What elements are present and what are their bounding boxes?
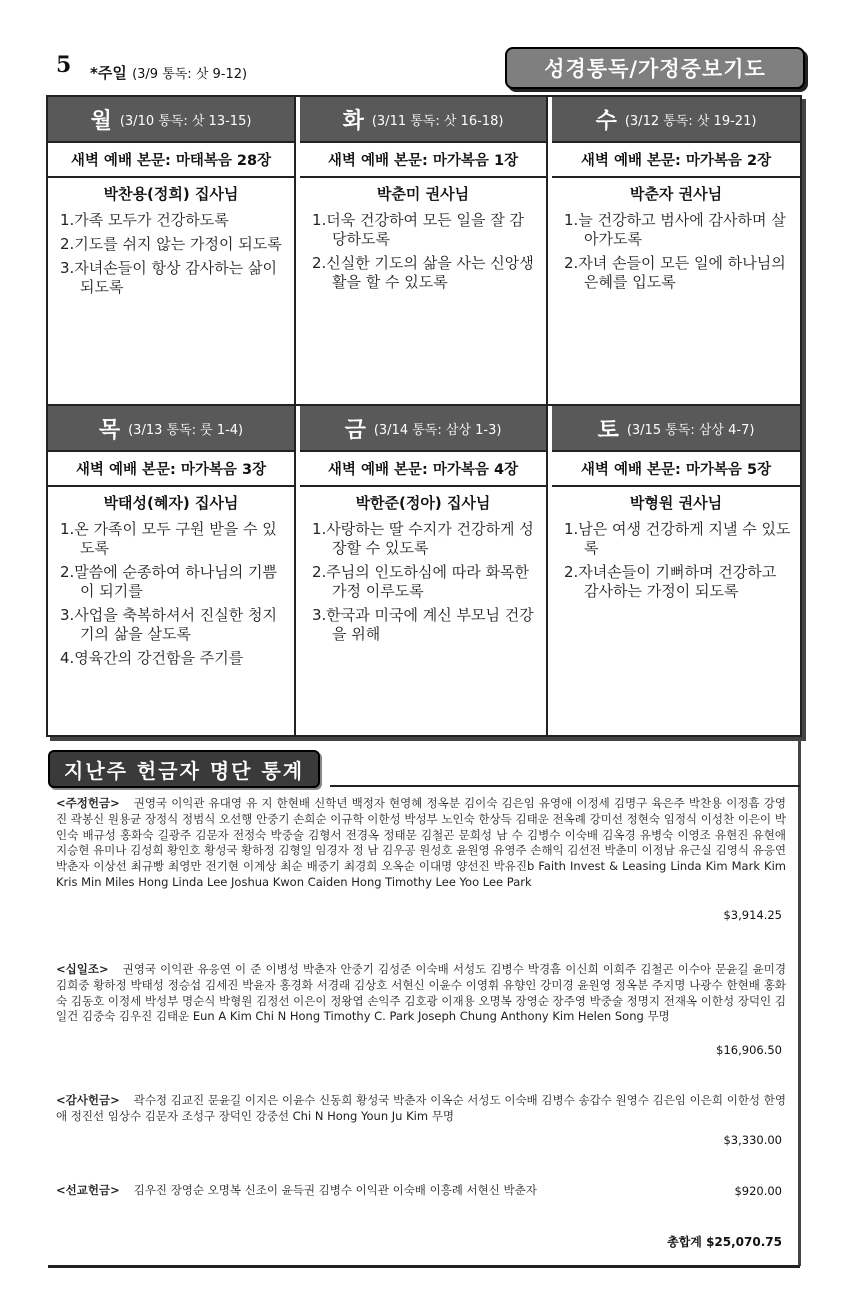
day-header (48, 406, 294, 452)
offering-names: 권영국 이익관 유대영 유 지 한현배 신학년 백정자 현영혜 정옥분 김이숙 김은임 유영애 이정세 김명구 육은주 박찬용 이정흠 강영진 곽봉신 원용균 장정식 정범식 오선행 안중기 손희순 이규학 이한성 박성부 노인숙 한상득 김태운 전옥례 강미선 정현숙 임정식 이성찬 이은이 박인숙 배규성 홍화숙 길광주 김문자 전정숙 박중술 김형서 전경옥 정태문 김철곤 문희성 남 수 김병수 이숙배 김옥경 유병숙 이영조 유현진 유현애 지승현 유미나 김성희 황인호 황성국 황하정 김형일 임경자 정 남 김우공 원성호 윤원영 유영주 손해익 김선전 박춘미 이정남 유근실 김영식 유응연 박춘자 이상선 최규빵 최영만 전기현 이계상 최순 배중기 최경희 오옥순 이대명 양선진 박유진b Faith Invest & Leasing Linda Kim Mark Kim Kris Min Miles Hong Linda Lee Joshua Kwon Caiden Hong Timothy Lee Yoo Lee Park (56, 796, 786, 889)
offering-total: 총합계 $25,070.75 (667, 1235, 782, 1249)
prayer-grid (46, 95, 802, 737)
prayer-person: 박춘미 권사님 (376, 185, 470, 203)
day-header (300, 406, 546, 452)
prayer-item: 1.온 가족이 모두 구원 받을 수 있도록 (60, 520, 277, 557)
prayer-list (552, 520, 800, 601)
prayer-item: 4.영육간의 강건함을 주기를 (60, 649, 244, 667)
offering-block-mission (56, 1183, 656, 1199)
prayer-item: 2.주님의 인도하심에 따라 화목한 가정 이루도록 (312, 563, 529, 600)
offering-amount: $3,330.00 (723, 1133, 782, 1147)
prayer-list (300, 520, 546, 644)
day-reading: (3/15 통독: 삼상 4-7) (626, 422, 755, 438)
offering-block-tithe (56, 962, 786, 1025)
prayer-list (552, 211, 800, 292)
day-name: 월 (90, 108, 112, 134)
prayer-list (48, 520, 294, 668)
day-cell-mon (48, 97, 296, 404)
sermon-text: 새벽 예배 본문: 마가복음 1장 (300, 143, 546, 178)
offering-amount: $920.00 (734, 1184, 782, 1198)
sunday-label: *주일 (90, 64, 127, 82)
prayer-list (48, 211, 294, 297)
day-reading: (3/11 통독: 삿 16-18) (371, 113, 504, 129)
prayer-item: 2.자녀 손들이 모든 일에 하나님의 은혜를 입도록 (564, 254, 786, 291)
prayer-person: 박한준(정아) 집사님 (355, 494, 491, 512)
offering-names: 김우진 장영순 오명복 신조이 윤득권 김병수 이익관 이숙배 이흥례 서현신 박춘자 (133, 1183, 537, 1197)
prayer-item: 1.더욱 건강하여 모든 일을 잘 감당하도록 (312, 211, 525, 248)
prayer-item: 2.자녀손들이 기뻐하며 건강하고 감사하는 가정이 되도록 (564, 563, 777, 600)
prayer-item: 3.한국과 미국에 계신 부모님 건강을 위해 (312, 606, 534, 643)
offering-amount: $3,914.25 (723, 908, 782, 922)
prayer-list (300, 211, 546, 292)
day-reading: (3/12 통독: 삿 19-21) (624, 113, 757, 129)
prayer-item: 1.남은 여생 건강하게 지낼 수 있도록 (564, 520, 791, 557)
sermon-text: 새벽 예배 본문: 마태복음 28장 (48, 143, 294, 178)
page-number: 5 (56, 52, 72, 78)
prayer-item: 2.기도를 쉬지 않는 가정이 되도록 (60, 235, 282, 253)
header-title: 성경통독/가정중보기도 (505, 47, 805, 89)
day-name: 목 (98, 417, 121, 443)
day-header (552, 406, 800, 452)
day-header (552, 97, 800, 143)
prayer-item: 1.늘 건강하고 범사에 감사하며 살아가도록 (564, 211, 786, 248)
prayer-item: 3.자녀손들이 항상 감사하는 삶이 되도록 (60, 259, 277, 296)
offering-amount: $16,906.50 (716, 1043, 782, 1057)
prayer-person: 박춘자 권사님 (629, 185, 723, 203)
sermon-text: 새벽 예배 본문: 마가복음 2장 (552, 143, 800, 178)
day-cell-thu (48, 406, 296, 735)
day-name: 수 (595, 108, 617, 134)
offering-category: <감사헌금> (56, 1093, 120, 1107)
offering-block-tithe-weekly (56, 796, 786, 891)
prayer-item: 1.사랑하는 딸 수지가 건강하게 성장할 수 있도록 (312, 520, 534, 557)
sunday-reading (90, 62, 247, 83)
prayer-person: 박형원 권사님 (629, 494, 723, 512)
bottom-divider (48, 1265, 800, 1268)
day-header (300, 97, 546, 143)
day-reading: (3/10 통독: 삿 13-15) (119, 113, 252, 129)
day-cell-wed (552, 97, 800, 404)
offering-names: 곽수정 김교진 문윤길 이지은 이윤수 신동희 황성국 박춘자 이옥순 서성도 이숙배 김병수 송갑수 원영수 김은임 이은희 이한성 한영애 정진선 임상수 김문자 조성구 장덕인 강중선 Chi N Hong Youn Ju Kim 무명 (56, 1093, 786, 1123)
day-name: 화 (342, 108, 364, 134)
offering-category: <선교헌금> (56, 1183, 120, 1197)
day-reading: (3/14 통독: 삼상 1-3) (373, 422, 502, 438)
day-cell-tue (300, 97, 548, 404)
sermon-text: 새벽 예배 본문: 마가복음 3장 (48, 452, 294, 487)
sermon-text: 새벽 예배 본문: 마가복음 4장 (300, 452, 546, 487)
prayer-item: 2.신실한 기도의 삶을 사는 신앙생활을 할 수 있도록 (312, 254, 534, 291)
section-divider (330, 785, 800, 787)
prayer-item: 2.말씀에 순종하여 하나님의 기쁨이 되기를 (60, 563, 277, 600)
day-name: 토 (597, 417, 619, 443)
day-cell-sat (552, 406, 800, 735)
prayer-person: 박찬용(정희) 집사님 (103, 185, 239, 203)
prayer-person: 박태성(혜자) 집사님 (103, 494, 239, 512)
prayer-item: 3.사업을 축복하셔서 진실한 청지기의 삶을 살도록 (60, 606, 277, 643)
offering-section-title: 지난주 헌금자 명단 통계 (48, 750, 320, 788)
day-cell-fri (300, 406, 548, 735)
prayer-item: 1.가족 모두가 건강하도록 (60, 211, 229, 229)
day-reading: (3/13 통독: 룻 1-4) (128, 422, 244, 438)
offering-category: <십일조> (56, 962, 109, 976)
offering-names: 권영국 이익관 유응연 이 준 이병성 박춘자 안중기 김성준 이숙배 서성도 김병수 박경흠 이신희 이희주 김철곤 이수아 문윤길 윤미경 김희중 황하정 박태성 정승섭 김세진 박윤자 홍경화 서경래 김상호 서현신 이윤수 이영휘 유향인 강미경 윤원영 정옥분 주지명 나광수 한현배 홍화숙 김동호 이정세 박성부 명순식 박형원 김정선 이은이 정왕엽 손익주 김호광 이재용 오명복 장영순 장주영 박중술 정명지 전재옥 이한성 장덕인 김일건 김중숙 김우진 김태운 Eun A Kim Chi N Hong Timothy C. Park Joseph Chung Anthony Kim Helen Song 무명 (56, 962, 786, 1024)
day-name: 금 (344, 417, 366, 443)
offering-block-thanks (56, 1093, 786, 1125)
offering-category: <주정헌금> (56, 796, 120, 810)
sermon-text: 새벽 예배 본문: 마가복음 5장 (552, 452, 800, 487)
day-header (48, 97, 294, 143)
sunday-reading-text: (3/9 통독: 삿 9-12) (132, 67, 248, 82)
